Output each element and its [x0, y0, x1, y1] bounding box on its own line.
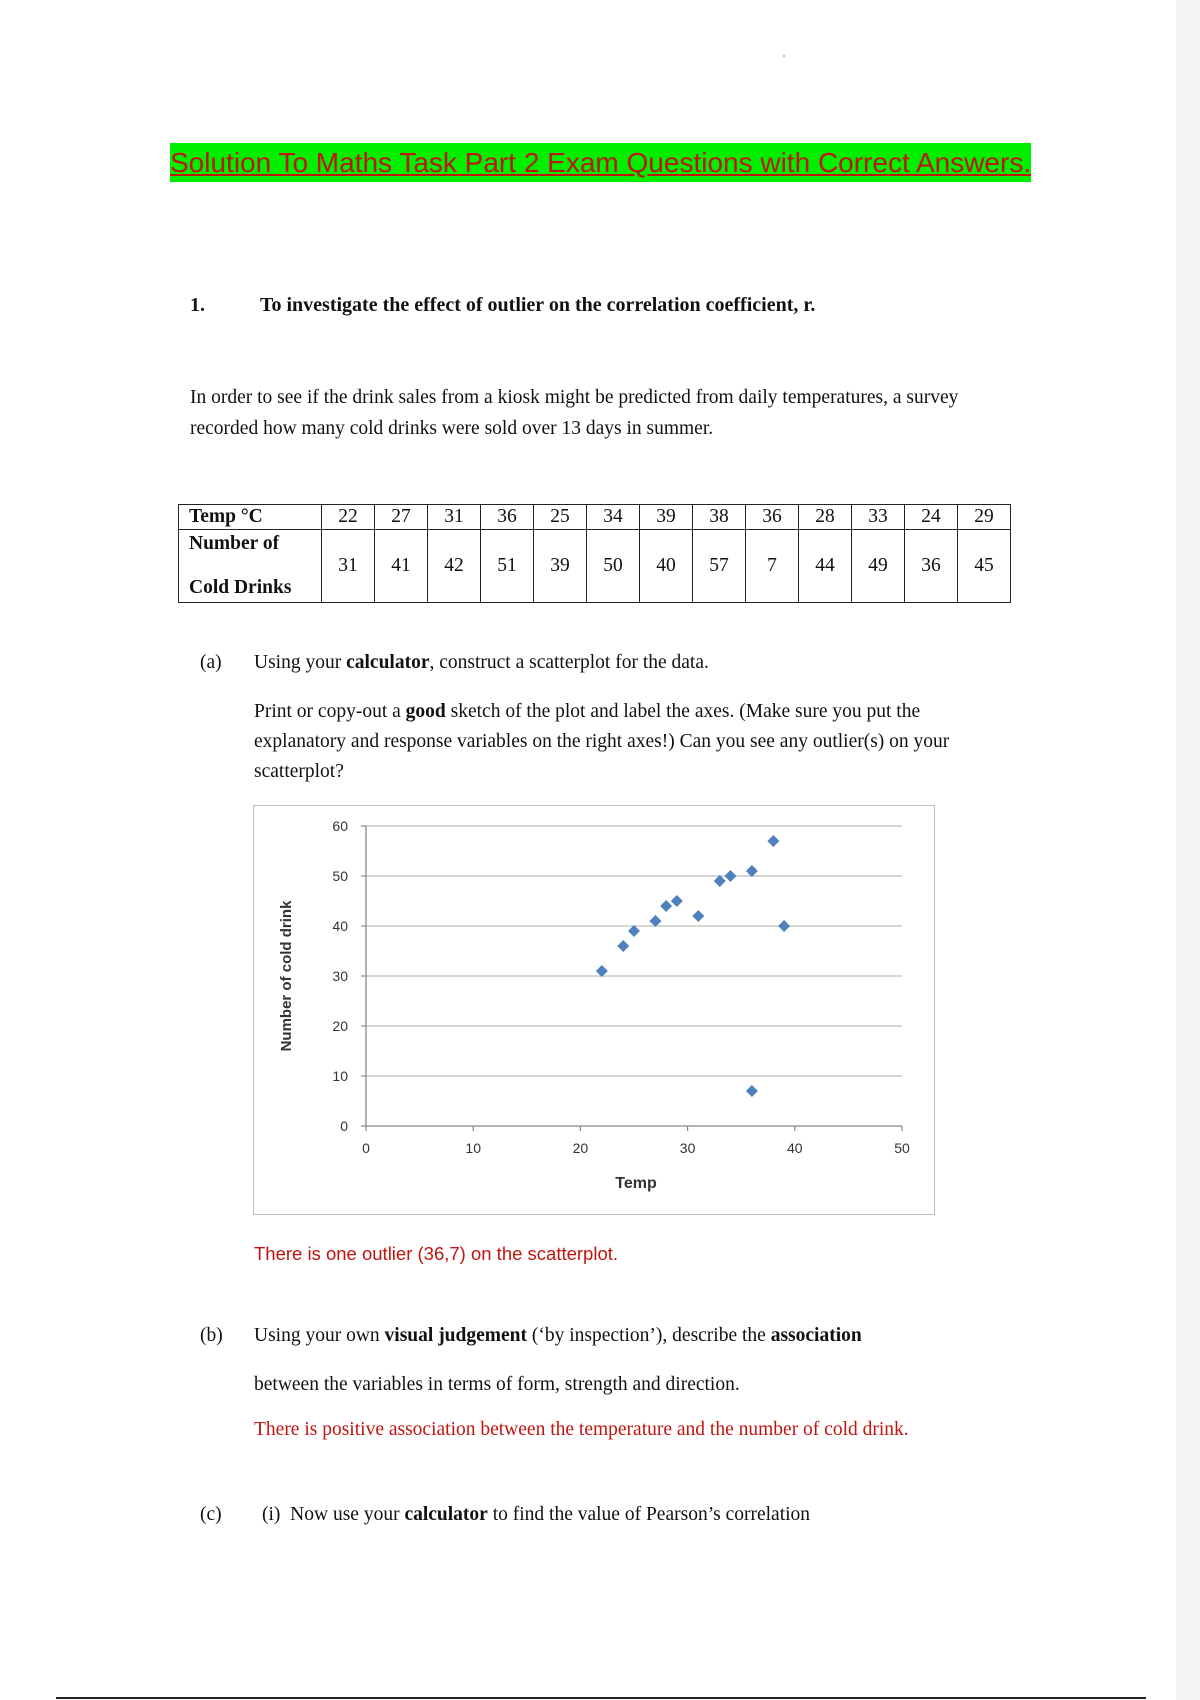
temp-cell: 33: [852, 505, 905, 530]
temp-cell: 24: [905, 505, 958, 530]
y-tick-label: 20: [332, 1018, 348, 1034]
y-axis-label: Number of cold drink: [278, 900, 295, 1052]
y-tick-label: 50: [332, 868, 348, 884]
x-tick-label: 20: [572, 1140, 589, 1156]
data-point: [767, 835, 779, 847]
part-a-para-post: sketch of the plot and label the axes. (Make sure you put the explanatory and response variables on the right axes!) Can you see any outlier(s) on your scatterplot?: [254, 701, 950, 782]
temp-row-label: Temp °C: [179, 505, 322, 530]
question-heading-text: To investigate the effect of outlier on the correlation coefficient, r.: [260, 294, 816, 316]
data-point: [671, 895, 683, 907]
temp-cell: 38: [693, 505, 746, 530]
data-points: [596, 835, 790, 1097]
data-point: [617, 940, 629, 952]
y-tick-label: 30: [332, 968, 348, 984]
part-c-line: [262, 1500, 1022, 1530]
data-table: [178, 504, 1011, 603]
part-b-letter: (b): [200, 1325, 223, 1346]
part-a-answer: There is one outlier (36,7) on the scatterplot.: [254, 1243, 619, 1264]
drinks-cell: 50: [587, 530, 640, 603]
drinks-cell: 36: [905, 530, 958, 603]
temp-cell: 27: [375, 505, 428, 530]
title-text: Solution To Maths Task Part 2 Exam Questions with Correct Answers.: [170, 143, 1031, 182]
part-c-sub: (i): [262, 1504, 281, 1525]
page-bottom-rule: [56, 1697, 1146, 1699]
temp-cell: 25: [534, 505, 587, 530]
x-tick-label: 50: [894, 1140, 910, 1156]
data-point: [724, 870, 736, 882]
part-b-answer: There is positive association between the temperature and the number of cold drink.: [254, 1419, 909, 1440]
y-tick-label: 60: [332, 818, 348, 834]
part-b-bold1: visual judgement: [384, 1325, 528, 1346]
part-a-paragraph: [254, 697, 1014, 787]
temp-cell: 34: [587, 505, 640, 530]
part-a-line1-bold: calculator: [346, 652, 430, 673]
part-b-line1-pre: Using your own: [254, 1325, 385, 1346]
question-1-heading: [190, 294, 815, 317]
temp-row: [179, 505, 1011, 530]
data-point: [596, 965, 608, 977]
drinks-cell: 31: [322, 530, 375, 603]
drinks-cell: 40: [640, 530, 693, 603]
x-tick-labels: [362, 1126, 910, 1156]
drinks-label-line1: Number of: [189, 533, 280, 554]
part-c-post: to find the value of Pearson’s correlation: [487, 1504, 811, 1525]
x-tick-label: 0: [362, 1140, 370, 1156]
part-a-line1: [254, 648, 1014, 678]
part-a-label: [200, 648, 222, 678]
part-a-line1-pre: Using your: [254, 652, 347, 673]
part-a-line1-post: , construct a scatterplot for the data.: [429, 652, 709, 673]
y-tick-labels: [332, 818, 348, 1134]
data-point: [746, 1085, 758, 1097]
x-tick-label: 40: [787, 1140, 803, 1156]
part-c-letter: (c): [200, 1504, 222, 1525]
drinks-cell: 51: [481, 530, 534, 603]
document-title: [170, 140, 1032, 185]
x-tick-label: 30: [679, 1140, 696, 1156]
temp-cell: 31: [428, 505, 481, 530]
part-c-bold: calculator: [404, 1504, 488, 1525]
drinks-row: [179, 530, 1011, 603]
scatterplot-svg: [254, 806, 934, 1214]
data-point: [778, 920, 790, 932]
data-point: [649, 915, 661, 927]
x-tick-label: 10: [465, 1140, 481, 1156]
temp-cell: 29: [958, 505, 1011, 530]
part-b-line1-mid: (‘by inspection’), describe the: [527, 1325, 771, 1346]
part-b-label: [200, 1321, 223, 1351]
drinks-cell: 44: [799, 530, 852, 603]
temp-cell: 36: [746, 505, 799, 530]
y-tick-label: 0: [340, 1118, 348, 1134]
part-a-letter: (a): [200, 652, 222, 673]
part-a-para-pre: Print or copy-out a: [254, 701, 406, 722]
part-b-bold2: association: [770, 1325, 862, 1346]
drinks-cell: 39: [534, 530, 587, 603]
drinks-cell: 45: [958, 530, 1011, 603]
part-b-line2: between the variables in terms of form, strength and direction.: [254, 1374, 740, 1395]
drinks-cell: 57: [693, 530, 746, 603]
scan-speck: [783, 55, 785, 57]
drinks-cell: 42: [428, 530, 481, 603]
temp-cell: 39: [640, 505, 693, 530]
part-c-pre: Now use your: [290, 1504, 405, 1525]
part-b-line1: [254, 1321, 1014, 1351]
drinks-cell: 49: [852, 530, 905, 603]
question-intro: In order to see if the drink sales from a kiosk might be predicted from daily temperatures, a survey recorded how many cold drinks were sold over 13 days in summer.: [190, 387, 959, 439]
data-point: [660, 900, 672, 912]
drinks-row-label: [179, 530, 322, 603]
temp-cell: 36: [481, 505, 534, 530]
data-point: [628, 925, 640, 937]
y-tick-label: 10: [332, 1068, 348, 1084]
question-number: 1.: [190, 294, 205, 316]
temp-cell: 22: [322, 505, 375, 530]
drinks-cell: 7: [746, 530, 799, 603]
data-point: [714, 875, 726, 887]
scatterplot: [253, 805, 935, 1215]
temp-cell: 28: [799, 505, 852, 530]
data-point: [746, 865, 758, 877]
y-tick-label: 40: [332, 918, 348, 934]
drinks-label-line2: Cold Drinks: [189, 577, 292, 598]
drinks-cell: 41: [375, 530, 428, 603]
part-a-para-bold: good: [405, 701, 446, 722]
page-edge: [1176, 0, 1200, 1700]
x-axis-label: Temp: [615, 1175, 657, 1192]
part-c-label: [200, 1500, 222, 1530]
data-point: [692, 910, 704, 922]
gridlines: [361, 826, 902, 1126]
